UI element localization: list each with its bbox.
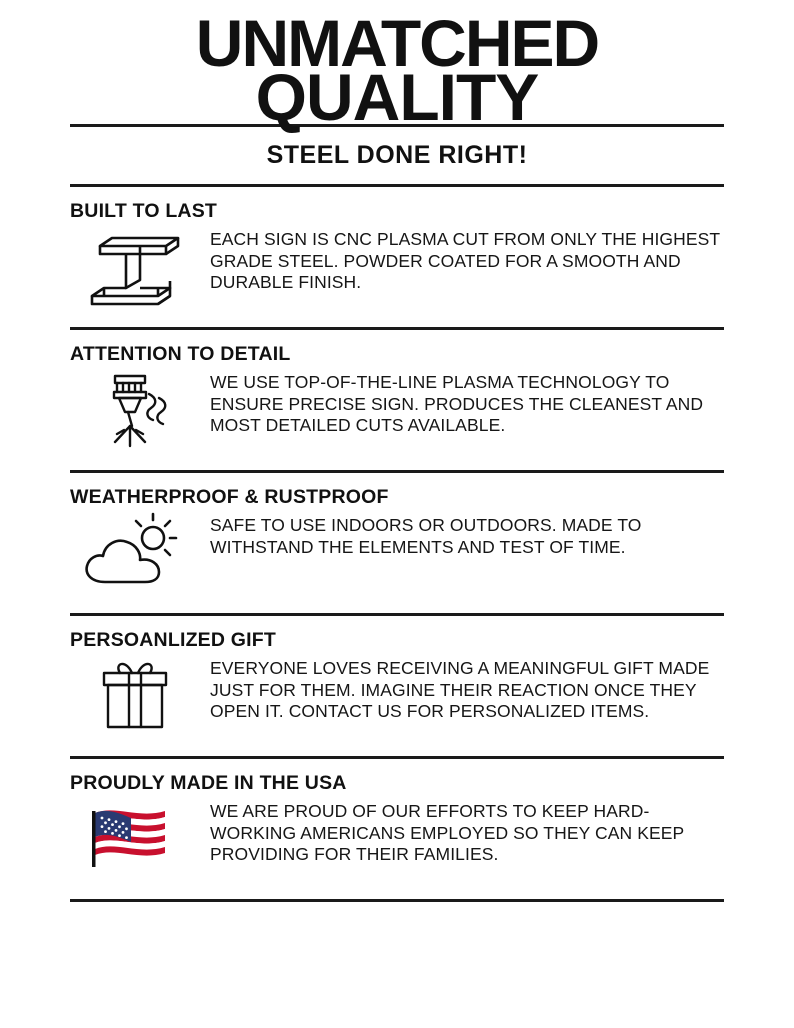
page-title-line-2: QUALITY — [255, 60, 539, 135]
sun-cloud-icon — [70, 511, 200, 599]
feature-text: WE USE TOP-OF-THE-LINE PLASMA TECHNOLOGY TO ENSURE PRECISE SIGN. PRODUCES THE CLEANEST AND MOST DETAILED CUTS AVAILABLE. — [210, 372, 704, 435]
feature-row — [70, 187, 724, 323]
feature-body — [70, 795, 724, 885]
usa-flag-icon — [70, 797, 200, 885]
page-subtitle: STEEL DONE RIGHT! — [266, 141, 528, 170]
feature-text: WE ARE PROUD OF OUR EFFORTS TO KEEP HARD-WORKING AMERICANS EMPLOYED SO THEY CAN KEEP PROVIDING FOR THEIR FAMILIES. — [210, 801, 684, 864]
feature-title: PROUDLY MADE IN THE USA — [70, 772, 347, 795]
plasma-torch-icon — [70, 368, 200, 456]
steel-beam-icon — [70, 225, 200, 313]
feature-row — [70, 330, 724, 466]
page-title-line-1: UNMATCHED — [195, 6, 599, 80]
feature-row — [70, 473, 724, 609]
feature-text: SAFE TO USE INDOORS OR OUTDOORS. MADE TO WITHSTAND THE ELEMENTS AND TEST OF TIME. — [210, 515, 642, 557]
feature-body — [70, 366, 724, 456]
feature-text: EACH SIGN IS CNC PLASMA CUT FROM ONLY THE HIGHEST GRADE STEEL. POWDER COATED FOR A SMOOTH AND DURABLE FINISH. — [210, 229, 720, 292]
feature-title: BUILT TO LAST — [70, 200, 218, 223]
page-title — [70, 0, 724, 135]
feature-body — [70, 223, 724, 313]
divider-feature-5 — [70, 899, 724, 902]
feature-title: ATTENTION TO DETAIL — [70, 343, 291, 366]
feature-row — [70, 616, 724, 752]
feature-row — [70, 759, 724, 895]
gift-box-icon — [70, 654, 200, 742]
feature-title: WEATHERPROOF & RUSTPROOF — [70, 486, 389, 509]
feature-body — [70, 509, 724, 599]
feature-body — [70, 652, 724, 742]
feature-text: EVERYONE LOVES RECEIVING A MEANINGFUL GIFT MADE JUST FOR THEM. IMAGINE THEIR REACTION ONCE THEY OPEN IT. CONTACT US FOR PERSONALIZED ITEMS. — [210, 658, 710, 721]
feature-title: PERSOANLIZED GIFT — [70, 629, 276, 652]
